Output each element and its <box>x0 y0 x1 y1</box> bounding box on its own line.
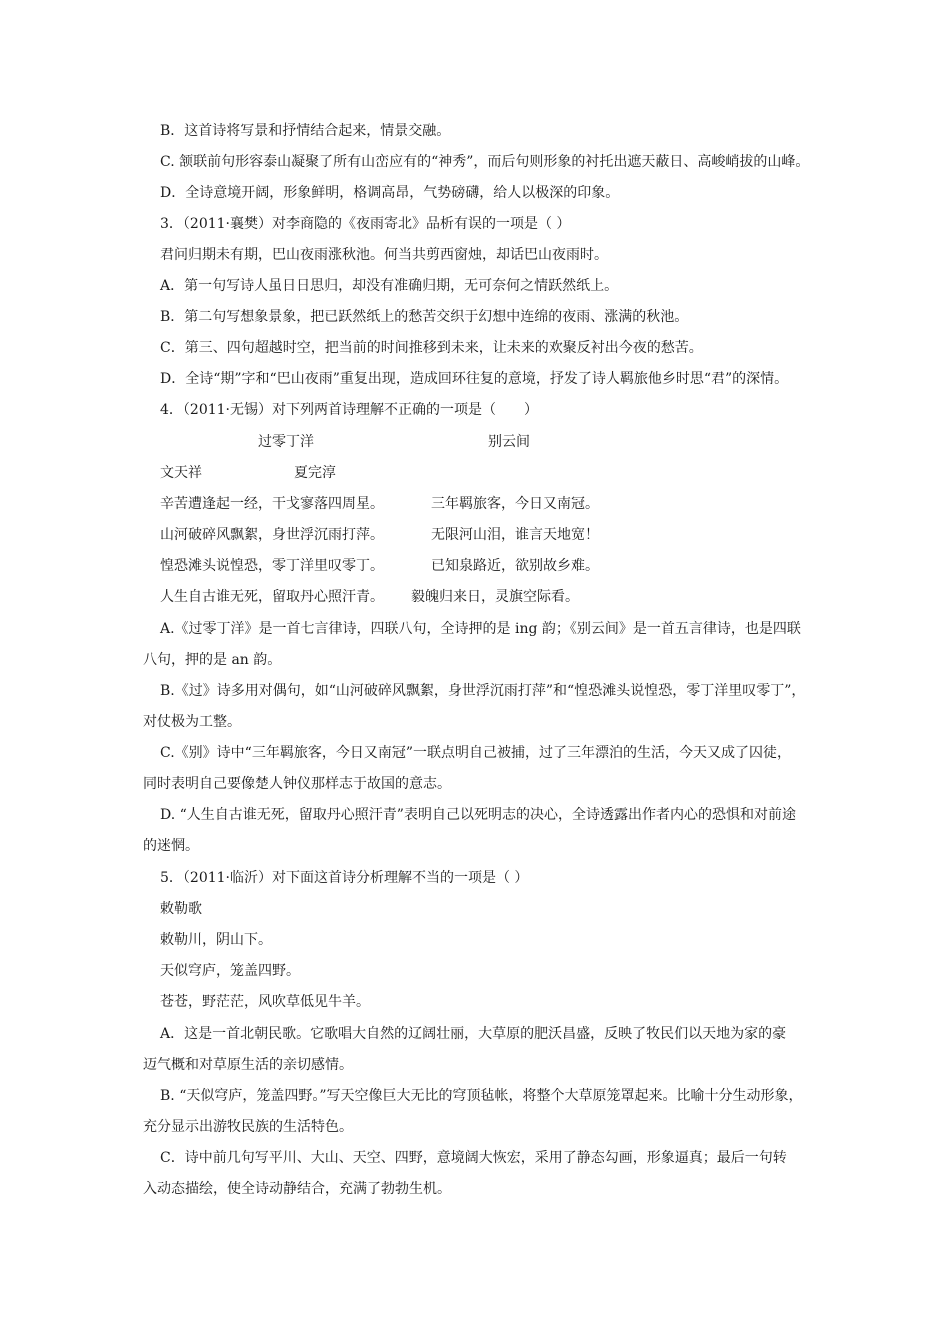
q4-poem1-author: 文天祥 <box>160 465 202 481</box>
q3-option-c: C．第三、四句超越时空，把当前的时间推移到未来，让未来的欢聚反衬出今夜的愁苦。 <box>160 340 703 356</box>
q5-option-a: A．这是一首北朝民歌。它歌唱大自然的辽阔壮丽，大草原的肥沃昌盛，反映了牧民们以天地为家的豪 <box>160 1026 787 1042</box>
q4-option-a-cont: 八句，押的是 an 韵。 <box>143 652 282 668</box>
q5-option-c: C．诗中前几句写平川、大山、天空、四野，意境阔大恢宏，采用了静态勾画，形象逼真；最后一句转 <box>160 1150 787 1166</box>
q4-poem1-line: 惶恐滩头说惶恐，零丁洋里叹零丁。 <box>160 558 384 574</box>
q4-poem1-line: 山河破碎风飘絮，身世浮沉雨打萍。 <box>160 527 384 543</box>
q5-poem-line: 天似穹庐，笼盖四野。 <box>160 963 300 979</box>
q3-option-b: B．第二句写想象景象，把已跃然纸上的愁苦交织于幻想中连绵的夜雨、涨满的秋池。 <box>160 309 689 325</box>
q4-poem2-line: 已知泉路近，欲别故乡难。 <box>431 558 599 574</box>
q5-poem-line: 敕勒川，阴山下。 <box>160 932 272 948</box>
q3-option-d: D．全诗“期”字和“巴山夜雨”重复出现，造成回环往复的意境，抒发了诗人羁旅他乡时思“君”的深情。 <box>160 371 789 387</box>
q4-option-a: A.《过零丁洋》是一首七言律诗，四联八句，全诗押的是 ing 韵；《别云间》是一首五言律诗，也是四联 <box>160 621 801 637</box>
q4-poem2-title: 别云间 <box>488 434 530 450</box>
q2-option-b: B．这首诗将写景和抒情结合起来，情景交融。 <box>160 123 451 139</box>
q4-option-c-cont: 同时表明自己要像楚人钟仪那样志于故国的意志。 <box>143 776 451 792</box>
q5-stem: 5．（2011·临沂）对下面这首诗分析理解不当的一项是（ ） <box>160 870 529 886</box>
q2-option-c: C. 颔联前句形容泰山凝聚了所有山峦应有的“神秀”，而后句则形象的衬托出遮天蔽日、高峻峭拔的山峰。 <box>160 154 810 170</box>
q4-poem2-line: 毅魄归来日，灵旗空际看。 <box>411 589 579 605</box>
q4-option-b-cont: 对仗极为工整。 <box>143 714 241 730</box>
q2-option-d: D．全诗意境开阔，形象鲜明，格调高昂，气势磅礴，给人以极深的印象。 <box>160 185 620 201</box>
q5-option-b-cont: 充分显示出游牧民族的生活特色。 <box>143 1119 353 1135</box>
q4-poem2-author: 夏完淳 <box>294 465 336 481</box>
q4-poem2-line: 无限河山泪，谁言天地宽！ <box>431 527 599 543</box>
q4-poem2-line: 三年羁旅客，今日又南冠。 <box>431 496 599 512</box>
q3-poem: 君问归期未有期，巴山夜雨涨秋池。何当共剪西窗烛，却话巴山夜雨时。 <box>160 247 608 263</box>
q3-stem: 3．（2011·襄樊）对李商隐的《夜雨寄北》品析有误的一项是（ ） <box>160 216 571 232</box>
q3-option-a: A．第一句写诗人虽日日思归，却没有准确归期，无可奈何之情跃然纸上。 <box>160 278 619 294</box>
q4-option-b: B.《过》诗多用对偶句，如“山河破碎风飘絮，身世浮沉雨打萍”和“惶恐滩头说惶恐，零丁洋里叹零丁”， <box>160 683 806 699</box>
q4-stem: 4．（2011·无锡）对下列两首诗理解不正确的一项是（ ） <box>160 402 538 418</box>
q4-option-d-cont: 的迷惘。 <box>143 838 199 854</box>
q4-poem1-line: 人生自古谁无死，留取丹心照汗青。 <box>160 589 384 605</box>
q4-option-c: C.《别》诗中“三年羁旅客，今日又南冠”一联点明自己被捕，过了三年漂泊的生活，今天又成了囚徒， <box>160 745 791 761</box>
q5-option-c-cont: 入动态描绘，使全诗动静结合，充满了勃勃生机。 <box>143 1181 451 1197</box>
q5-option-b: B. “天似穹庐，笼盖四野。”写天空像巨大无比的穹顶毡帐，将整个大草原笼罩起来。比喻十分生动形象， <box>160 1088 803 1104</box>
q5-option-a-cont: 迈气概和对草原生活的亲切感情。 <box>143 1057 353 1073</box>
q4-option-d: D. “人生自古谁无死，留取丹心照汗青”表明自己以死明志的决心，全诗透露出作者内心的恐惧和对前途 <box>160 807 796 823</box>
q4-poem1-line: 辛苦遭逢起一经，干戈寥落四周星。 <box>160 496 384 512</box>
q5-poem-line: 苍苍，野茫茫，风吹草低见牛羊。 <box>160 994 370 1010</box>
q4-poem1-title: 过零丁洋 <box>258 434 314 450</box>
q5-poem-title: 敕勒歌 <box>160 901 202 917</box>
